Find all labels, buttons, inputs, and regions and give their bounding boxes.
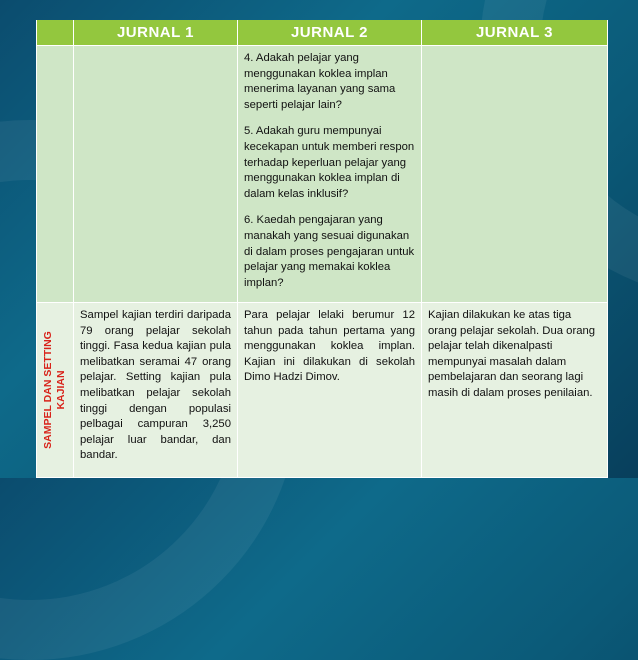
header-jurnal-3: JURNAL 3 [422, 20, 608, 46]
comparison-table [36, 20, 608, 478]
research-question-6: 6. Kaedah pengajaran yang manakah yang sesuai digunakan di dalam proses pengajaran untuk pelajar yang memakai koklea implan? [244, 214, 415, 289]
row2-jurnal2-cell: Para pelajar lelaki berumur 12 tahun pada tahun pertama yang menggunakan koklea implan. Kajian ini dilakukan di sekolah Dimo Hadzi Dimov. [238, 303, 422, 478]
row1-jurnal3-cell [422, 46, 608, 303]
header-corner-cell [37, 20, 74, 46]
header-jurnal-2: JURNAL 2 [238, 20, 422, 46]
row2-label-cell [37, 303, 74, 478]
row1-label-cell [37, 46, 74, 303]
row1-jurnal2-cell [238, 46, 422, 303]
research-question-5: 5. Adakah guru mempunyai kecekapan untuk memberi respon terhadap keperluan pelajar yang menggunakan koklea implan di dalam kelas inklusif? [244, 125, 415, 200]
row-label-line2: KAJIAN [55, 370, 67, 410]
row1-jurnal1-cell [74, 46, 238, 303]
row2-jurnal3-cell: Kajian dilakukan ke atas tiga orang pelajar sekolah. Dua orang pelajar telah dikenalpasti mempunyai masalah dalam pembelajaran dan seorang lagi masih di dalam proses penilaian. [422, 303, 608, 478]
row-label-line1: SAMPEL DAN SETTING [42, 331, 54, 449]
row2-jurnal1-cell: Sampel kajian terdiri daripada 79 orang pelajar sekolah tinggi. Fasa kedua kajian pula melibatkan seramai 47 orang pelajar. Setting kajian pula melibatkan pelajar sekolah tinggi dengan populasi pelbagai campuran 3,250 pelajar luar bandar, dan bandar. [74, 303, 238, 478]
header-jurnal-1: JURNAL 1 [74, 20, 238, 46]
research-question-4: 4. Adakah pelajar yang menggunakan koklea implan menerima layanan yang sama seperti pelajar lain? [244, 52, 396, 111]
row-label-sampel-setting [42, 331, 68, 449]
